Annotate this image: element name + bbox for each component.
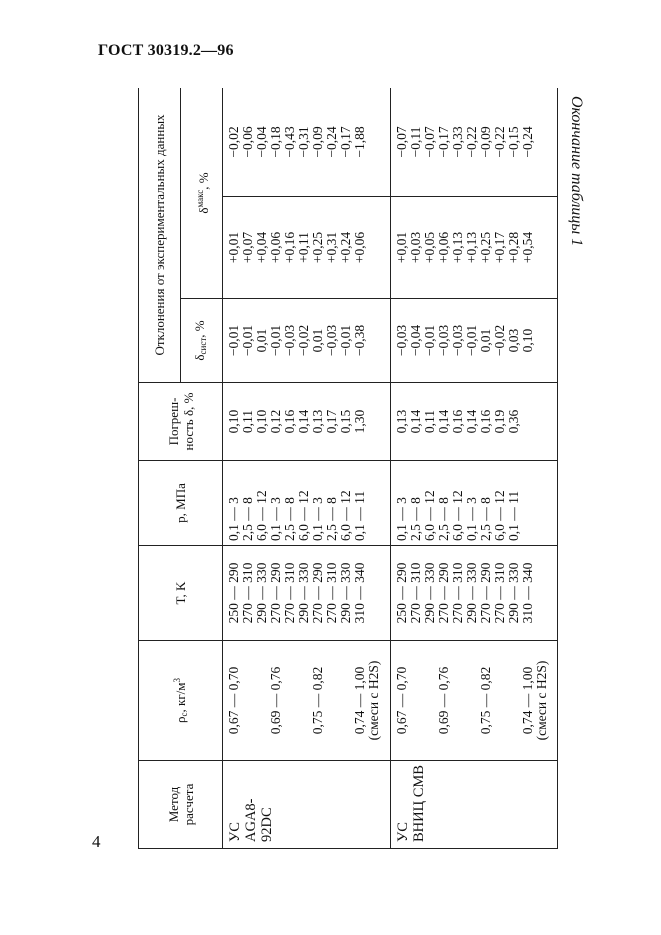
header-pressure: p, МПа (139, 461, 223, 546)
rho-cell (390, 641, 558, 761)
delta-sist-cell (390, 299, 558, 383)
header-rho: $\rho_с$, $кг/м^3$ (139, 641, 223, 761)
cell-value: 0,36 (505, 409, 521, 434)
cell-value: +0,28 (505, 231, 521, 264)
cell-value: 0,12 (268, 409, 283, 434)
cell-value: 270 — 310 (282, 562, 297, 624)
cell-value: 0,1 — 3 (393, 497, 409, 541)
cell-value: 0,16 (449, 409, 465, 434)
rho-value (423, 645, 437, 756)
cell-value: +0,25 (477, 231, 493, 264)
cell-value: +0,13 (449, 231, 465, 264)
rho-value (283, 645, 297, 756)
rho-value (255, 645, 269, 756)
table-row (223, 88, 391, 849)
cell-value: 0,1 — 3 (268, 497, 283, 541)
cell-value: −0,02 (491, 324, 507, 357)
method-label: УС (394, 822, 411, 842)
cell-value: 0,01 (310, 328, 325, 353)
cell-value: −0,03 (393, 324, 409, 357)
cell-value: 2,5 — 8 (240, 497, 255, 541)
cell-value: 0,14 (463, 409, 479, 434)
cell-value: 0,14 (296, 409, 311, 434)
cell-value: 0,10 (519, 328, 535, 353)
cell-value: −0,22 (491, 126, 507, 158)
cell-value: +0,06 (435, 231, 451, 264)
cell-value: 0,1 — 11 (505, 490, 521, 541)
cell-value: −0,01 (268, 324, 283, 357)
cell-value: 6,0 — 12 (491, 490, 507, 541)
cell-value: 290 — 330 (421, 562, 437, 624)
cell-value: 0,11 (240, 409, 255, 434)
rho-value (409, 645, 423, 756)
cell-value: +0,17 (491, 231, 507, 264)
delta-maks-neg-cell (223, 88, 391, 197)
cell-value: 270 — 310 (407, 562, 423, 624)
cell-value: −0,01 (463, 324, 479, 357)
delta-sist-cell (223, 299, 391, 383)
rho-cell (223, 641, 391, 761)
method-label: ВНИЦ СМВ (410, 765, 427, 842)
data-table (138, 88, 558, 849)
rho-value: 0,74 — 1,00 (519, 666, 535, 735)
table-caption: Окончание таблицы 1 (568, 96, 585, 247)
cell-value: 2,5 — 8 (324, 497, 339, 541)
cell-value: −0,33 (449, 126, 465, 158)
cell-value: 290 — 330 (463, 562, 479, 624)
cell-value: 6,0 — 12 (421, 490, 437, 541)
cell-value: −0,03 (282, 324, 297, 357)
cell-value: 270 — 310 (240, 562, 255, 624)
cell-value: 0,1 — 3 (310, 497, 325, 541)
rho-value: 0,67 — 0,70 (226, 666, 241, 735)
cell-value: −0,17 (435, 126, 451, 158)
cell-value: 270 — 310 (324, 562, 339, 624)
error-cell (390, 383, 558, 461)
pressure-cell (223, 461, 391, 546)
cell-value: 270 — 290 (435, 562, 451, 624)
cell-value: −0,04 (254, 126, 269, 158)
cell-value: −0,24 (519, 126, 535, 158)
header-method: Метод расчета (139, 761, 223, 849)
cell-value: −0,04 (407, 324, 423, 357)
cell-value: 250 — 290 (393, 562, 409, 624)
rho-value (465, 645, 479, 756)
cell-value: +0,01 (393, 231, 409, 264)
delta-maks-neg-cell (390, 88, 558, 197)
cell-value: 0,01 (254, 328, 269, 353)
cell-value: −0,01 (240, 324, 255, 357)
rho-value: 0,75 — 0,82 (477, 666, 493, 735)
cell-value: 270 — 310 (449, 562, 465, 624)
method-cell (223, 761, 391, 849)
rho-value: (смеси с H2S) (533, 660, 549, 741)
cell-value: 0,1 — 3 (226, 497, 241, 541)
rotated-table-canvas (138, 88, 558, 849)
cell-value: +0,04 (254, 231, 269, 264)
rho-value: (смеси с H2S) (366, 660, 381, 741)
table-container (138, 88, 558, 849)
cell-value: +0,13 (463, 231, 479, 264)
cell-value: 0,17 (324, 409, 339, 434)
cell-value: +0,16 (282, 231, 297, 264)
rho-value (297, 645, 311, 756)
cell-value: 0,15 (338, 409, 353, 434)
cell-value: 270 — 290 (477, 562, 493, 624)
cell-value: 2,5 — 8 (282, 497, 297, 541)
cell-value: −0,15 (505, 126, 521, 158)
cell-value: 290 — 330 (296, 562, 311, 624)
cell-value: −0,09 (477, 126, 493, 158)
delta-maks-pos-cell (390, 197, 558, 299)
cell-value: +0,01 (226, 231, 241, 264)
cell-value: −0,02 (226, 126, 241, 158)
cell-value: −0,07 (393, 126, 409, 158)
cell-value: +0,06 (268, 231, 283, 264)
cell-value: −0,02 (296, 324, 311, 357)
error-cell (223, 383, 391, 461)
cell-value: 0,11 (421, 409, 437, 434)
method-label: AGA8-92DC (243, 798, 275, 842)
rho-value (325, 645, 339, 756)
cell-value: 0,13 (393, 409, 409, 434)
cell-value: 310 — 340 (519, 562, 535, 624)
rho-value (241, 645, 255, 756)
cell-value: +0,05 (421, 231, 437, 264)
cell-value: −0,01 (338, 324, 353, 357)
header-error: Погреш-ность δ, % (139, 383, 223, 461)
cell-value: −0,38 (352, 324, 367, 357)
rho-value (451, 645, 465, 756)
cell-value: 1,30 (352, 409, 367, 434)
cell-value: −0,07 (421, 126, 437, 158)
cell-value: +0,06 (352, 231, 367, 264)
cell-value: −0,31 (296, 126, 311, 158)
cell-value: −0,03 (435, 324, 451, 357)
cell-value: 6,0 — 12 (338, 490, 353, 541)
cell-value: +0,03 (407, 231, 423, 264)
cell-value: 0,1 — 11 (352, 490, 367, 541)
cell-value: −1,88 (352, 126, 367, 158)
pressure-cell (390, 461, 558, 546)
cell-value: +0,11 (296, 232, 311, 263)
cell-value: 0,13 (310, 409, 325, 434)
table-row (390, 88, 558, 849)
method-cell (390, 761, 558, 849)
cell-value: −0,43 (282, 126, 297, 158)
cell-value: 2,5 — 8 (407, 497, 423, 541)
cell-value: 270 — 290 (310, 562, 325, 624)
rho-value (507, 645, 521, 756)
header-deviation-group: Отклонения от экспериментальных данных (139, 88, 181, 383)
cell-value: −0,01 (421, 324, 437, 357)
rho-value (493, 645, 507, 756)
document-header: ГОСТ 30319.2—96 (98, 42, 234, 59)
cell-value: 270 — 310 (491, 562, 507, 624)
cell-value: −0,17 (338, 126, 353, 158)
cell-value: 0,16 (477, 409, 493, 434)
delta-maks-pos-cell (223, 197, 391, 299)
method-label: УС (227, 822, 243, 842)
temperature-cell (390, 546, 558, 641)
rho-value (339, 645, 353, 756)
cell-value: +0,07 (240, 231, 255, 264)
cell-value: 6,0 — 12 (254, 490, 269, 541)
cell-value: −0,01 (226, 324, 241, 357)
cell-value: +0,24 (338, 231, 353, 264)
cell-value: −0,09 (310, 126, 325, 158)
cell-value: 250 — 290 (226, 562, 241, 624)
cell-value: 0,1 — 3 (463, 497, 479, 541)
cell-value: 0,14 (435, 409, 451, 434)
cell-value: −0,03 (449, 324, 465, 357)
cell-value: 310 — 340 (352, 562, 367, 624)
cell-value: 290 — 330 (505, 562, 521, 624)
cell-value: −0,11 (407, 126, 423, 158)
cell-value: 0,01 (477, 328, 493, 353)
cell-value: 0,19 (491, 409, 507, 434)
cell-value: 2,5 — 8 (435, 497, 451, 541)
rho-value: 0,74 — 1,00 (352, 666, 367, 735)
cell-value: +0,31 (324, 231, 339, 264)
cell-value: +0,25 (310, 231, 325, 264)
cell-value: −0,06 (240, 126, 255, 158)
rho-value: 0,69 — 0,76 (268, 666, 283, 735)
header-temperature: T, K (139, 546, 223, 641)
cell-value: +0,54 (519, 231, 535, 264)
cell-value: −0,24 (324, 126, 339, 158)
rho-value: 0,67 — 0,70 (393, 666, 409, 735)
cell-value: −0,18 (268, 126, 283, 158)
page-number: 4 (92, 832, 101, 851)
header-delta-maks: $\delta^{макс}$, % (181, 88, 223, 299)
cell-value: 0,10 (254, 409, 269, 434)
cell-value: 270 — 290 (268, 562, 283, 624)
cell-value: 0,10 (226, 409, 241, 434)
cell-value: −0,22 (463, 126, 479, 158)
cell-value: 0,14 (407, 409, 423, 434)
cell-value: 0,16 (282, 409, 297, 434)
cell-value: 6,0 — 12 (449, 490, 465, 541)
rho-value: 0,69 — 0,76 (435, 666, 451, 735)
rho-value: 0,75 — 0,82 (310, 666, 325, 735)
temperature-cell (223, 546, 391, 641)
cell-value: −0,03 (324, 324, 339, 357)
cell-value: 0,03 (505, 328, 521, 353)
cell-value: 290 — 330 (254, 562, 269, 624)
cell-value: 290 — 330 (338, 562, 353, 624)
cell-value: 2,5 — 8 (477, 497, 493, 541)
header-delta-sist: $\delta_{сист}$, % (181, 299, 223, 383)
cell-value: 6,0 — 12 (296, 490, 311, 541)
